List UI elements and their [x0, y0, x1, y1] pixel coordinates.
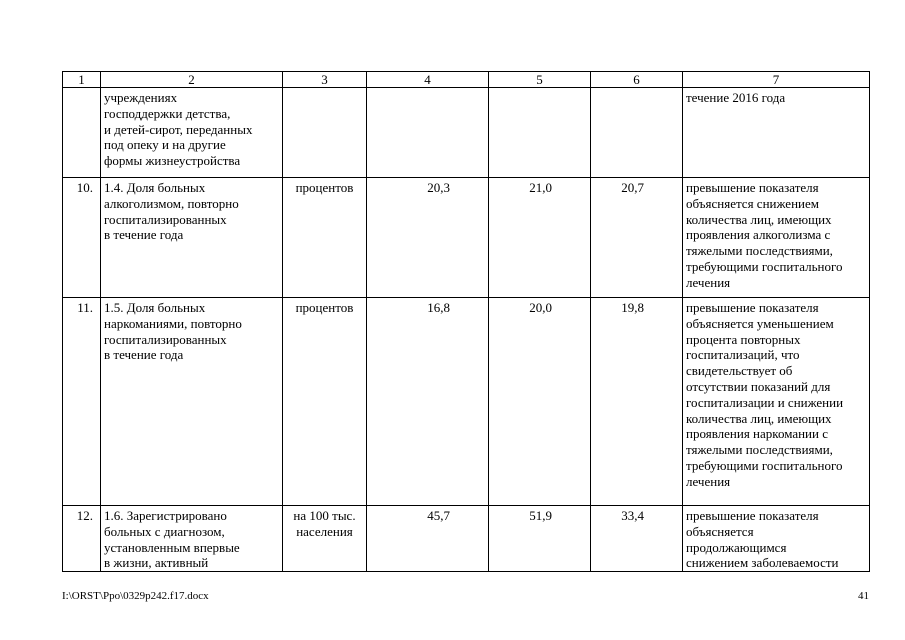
column-header: 6 [591, 72, 683, 88]
page-number: 41 [858, 590, 869, 602]
indicator-cell: 1.6. Зарегистрировано больных с диагнозом, установленным впервые в жизни, активный [101, 506, 283, 572]
value-cell: 20,0 [489, 298, 591, 506]
value-cell: 51,9 [489, 506, 591, 572]
table-row [63, 88, 870, 178]
unit-cell: процентов [283, 298, 367, 506]
unit-cell [283, 88, 367, 178]
indicators-table [62, 71, 870, 572]
indicator-cell: 1.5. Доля больных наркоманиями, повторно госпитализированных в течение года [101, 298, 283, 506]
unit-cell: на 100 тыс. населения [283, 506, 367, 572]
unit-cell: процентов [283, 178, 367, 298]
row-number: 12. [63, 506, 101, 572]
value-cell: 20,7 [591, 178, 683, 298]
value-cell [367, 88, 489, 178]
column-header: 2 [101, 72, 283, 88]
value-cell: 45,7 [367, 506, 489, 572]
column-header: 7 [683, 72, 870, 88]
note-cell: превышение показателя объясняется продолжающимся снижением заболеваемости [683, 506, 870, 572]
table-header-row [63, 72, 870, 88]
column-header: 3 [283, 72, 367, 88]
column-header: 5 [489, 72, 591, 88]
value-cell: 19,8 [591, 298, 683, 506]
row-number: 10. [63, 178, 101, 298]
value-cell: 33,4 [591, 506, 683, 572]
value-cell: 21,0 [489, 178, 591, 298]
table-row [63, 506, 870, 572]
row-number: 11. [63, 298, 101, 506]
indicator-cell: 1.4. Доля больных алкоголизмом, повторно госпитализированных в течение года [101, 178, 283, 298]
indicator-cell: учреждениях господдержки детства, и детей-сирот, переданных под опеку и на другие формы жизнеустройства [101, 88, 283, 178]
note-cell: превышение показателя объясняется снижением количества лиц, имеющих проявления алкоголизма с тяжелыми последствиями, требующими госпитального лечения [683, 178, 870, 298]
row-number [63, 88, 101, 178]
value-cell [489, 88, 591, 178]
column-header: 1 [63, 72, 101, 88]
value-cell [591, 88, 683, 178]
column-header: 4 [367, 72, 489, 88]
note-cell: течение 2016 года [683, 88, 870, 178]
value-cell: 16,8 [367, 298, 489, 506]
table-row [63, 178, 870, 298]
value-cell: 20,3 [367, 178, 489, 298]
note-cell: превышение показателя объясняется уменьшением процента повторных госпитализаций, что свидетельствует об отсутствии показаний для госпитализации и снижении количества лиц, имеющих проявления наркомании с тяжелыми последствиями, требующими госпитального лечения [683, 298, 870, 506]
table-row [63, 298, 870, 506]
footer-file-path: I:\ORST\Ppo\0329p242.f17.docx [62, 590, 209, 602]
